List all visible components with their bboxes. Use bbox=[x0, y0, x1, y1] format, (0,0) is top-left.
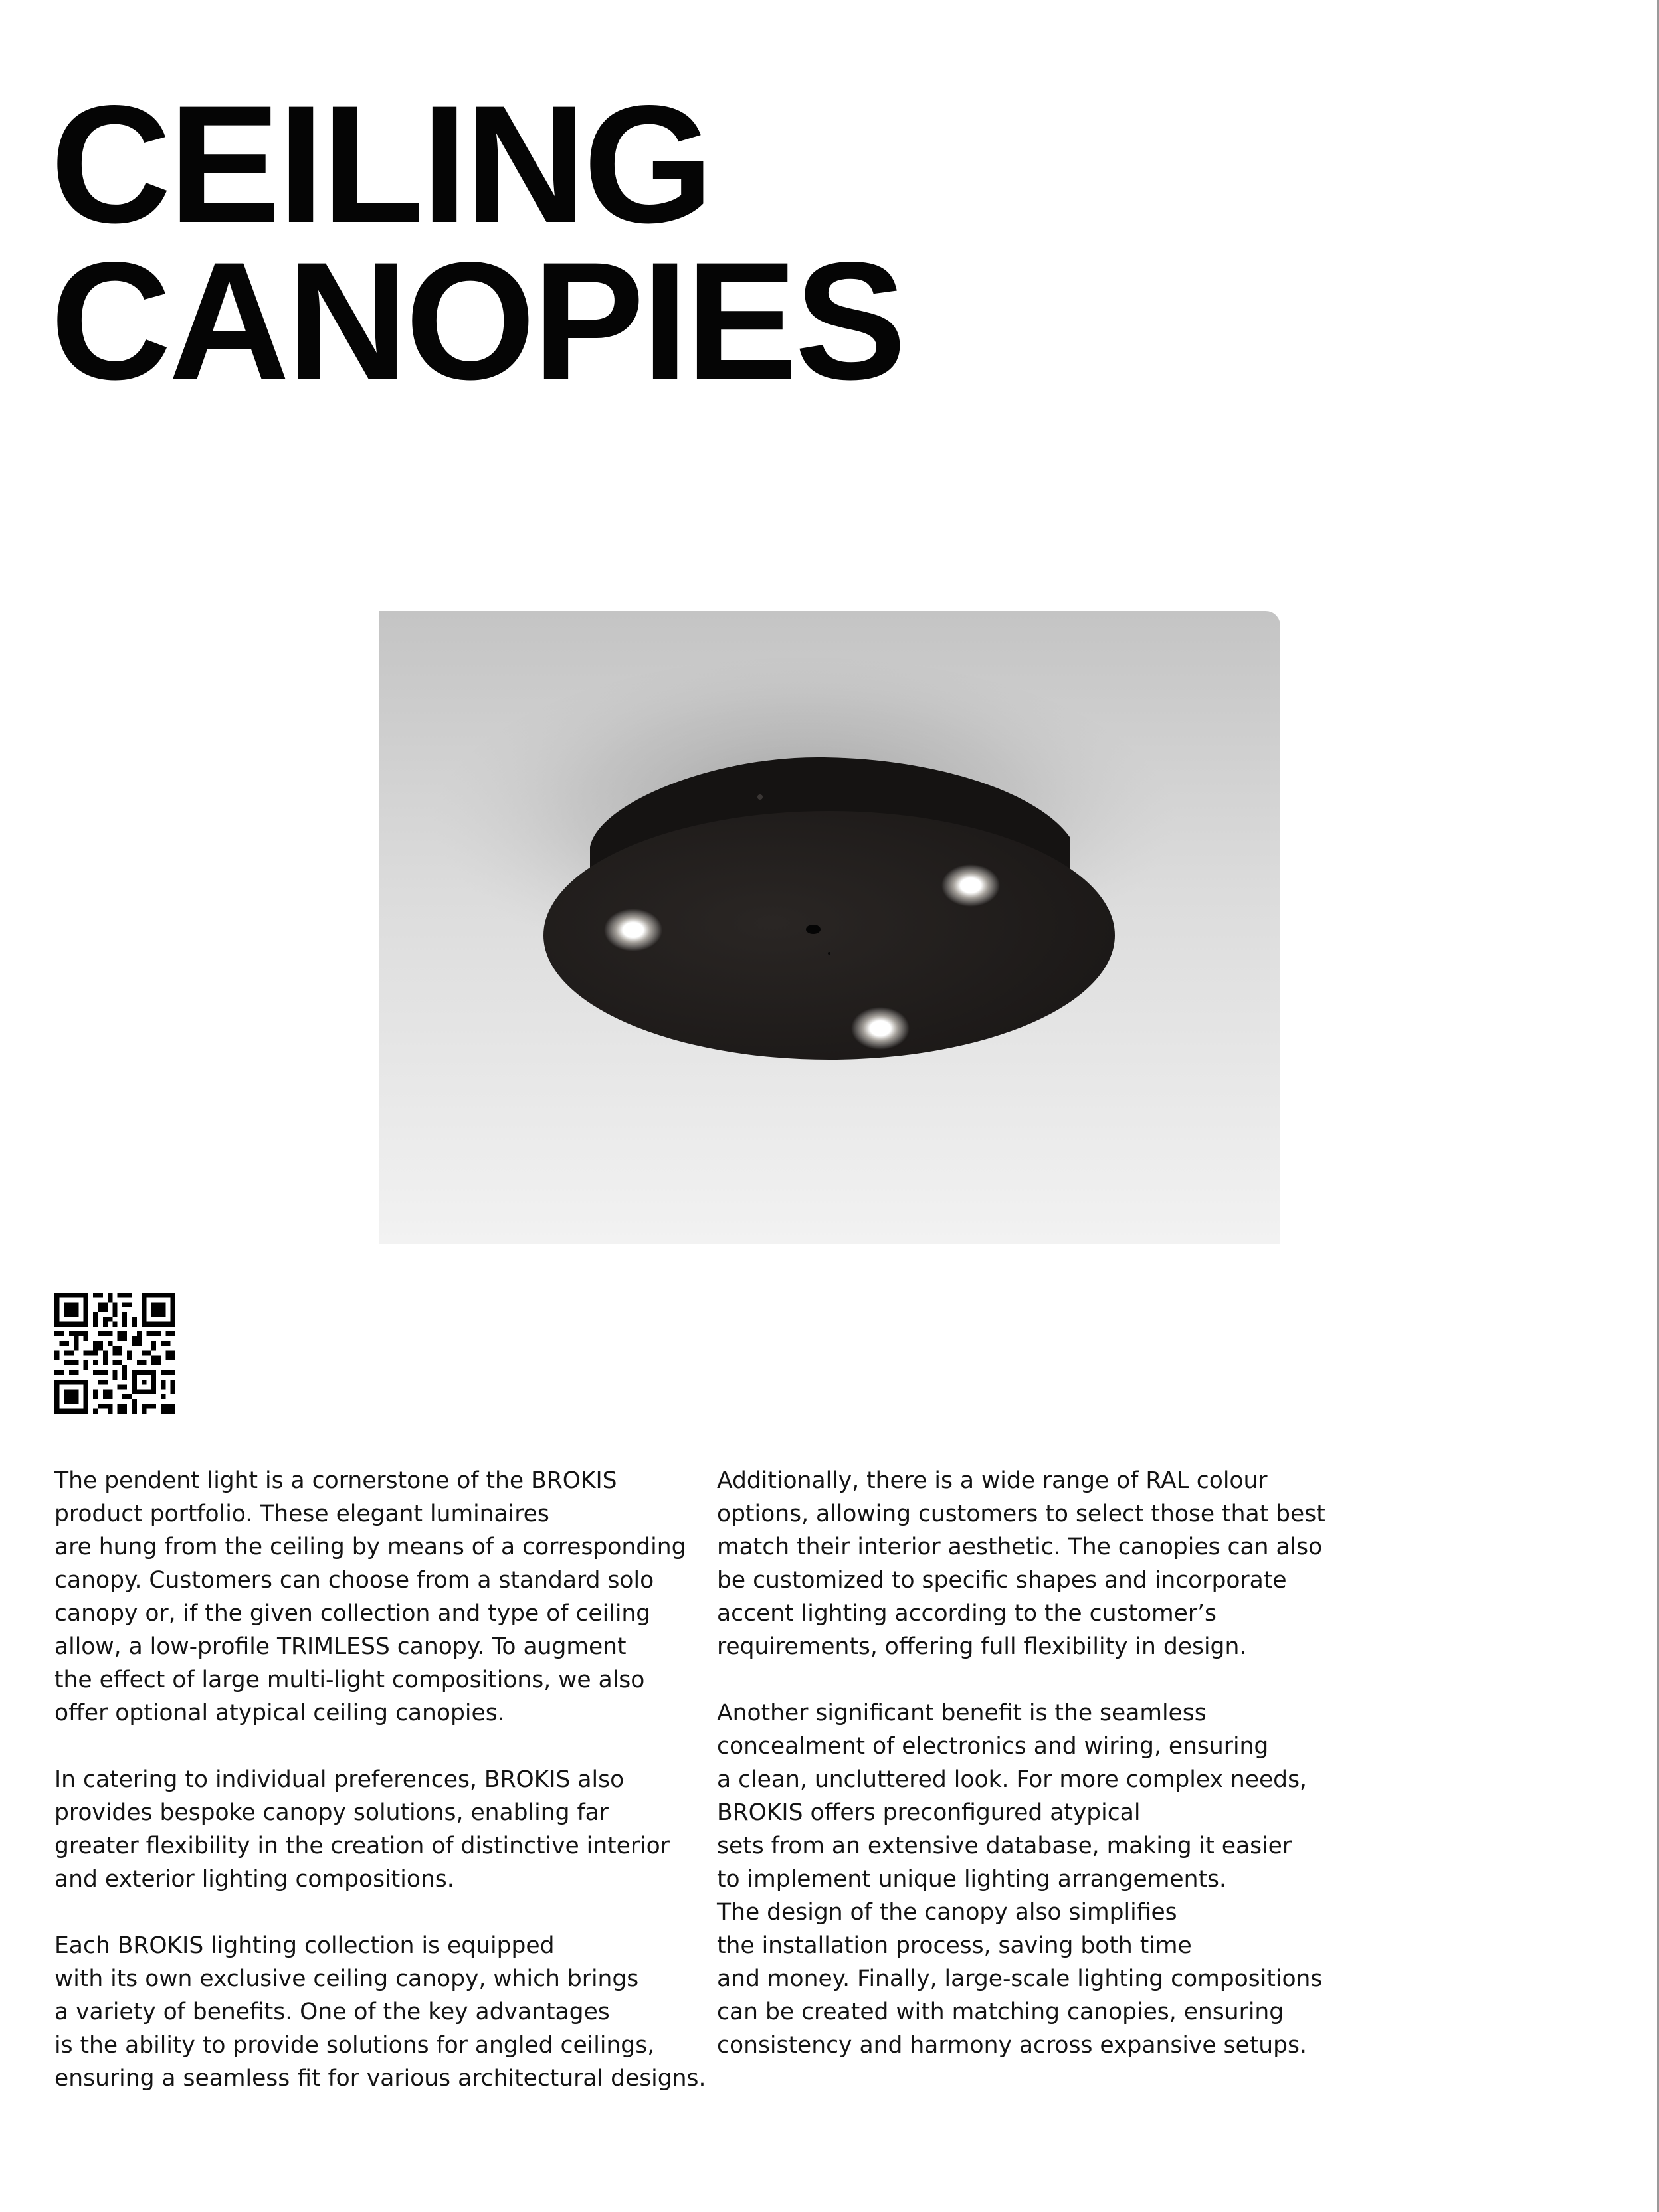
text-line: BROKIS offers preconfigured atypical bbox=[717, 1799, 1141, 1826]
text-line: concealment of electronics and wiring, ensuring bbox=[717, 1733, 1269, 1760]
text-line: product portfolio. These elegant luminaires bbox=[54, 1501, 549, 1527]
text-line: accent lighting according to the customer’s bbox=[717, 1600, 1217, 1627]
text-line: offer optional atypical ceiling canopies. bbox=[54, 1700, 505, 1726]
text-line: is the ability to provide solutions for angled ceilings, bbox=[54, 2032, 655, 2059]
text-line: ensuring a seamless fit for various architectural designs. bbox=[54, 2065, 706, 2092]
text-line: Each BROKIS lighting collection is equipped bbox=[54, 1932, 555, 1959]
text-line: sets from an extensive database, making it easier bbox=[717, 1833, 1292, 1859]
text-line: with its own exclusive ceiling canopy, which brings bbox=[54, 1966, 639, 1992]
text-line: In catering to individual preferences, BROKIS also bbox=[54, 1766, 625, 1793]
text-line: are hung from the ceiling by means of a corresponding bbox=[54, 1534, 686, 1560]
qr-code-icon[interactable] bbox=[54, 1293, 175, 1414]
text-line: The pendent light is a cornerstone of the BROKIS bbox=[54, 1467, 617, 1494]
text-line: greater flexibility in the creation of distinctive interior bbox=[54, 1833, 670, 1859]
text-line: requirements, offering full flexibility in design. bbox=[717, 1633, 1247, 1660]
body-paragraph bbox=[717, 1697, 1381, 2062]
body-paragraph bbox=[54, 1763, 719, 1896]
page-title-line-1: CEILING bbox=[50, 71, 712, 258]
text-line: a variety of benefits. One of the key advantages bbox=[54, 1999, 610, 2025]
body-paragraph bbox=[717, 1464, 1381, 1663]
page-title bbox=[50, 71, 904, 415]
text-line: Another significant benefit is the seamless bbox=[717, 1700, 1207, 1726]
text-line: The design of the canopy also simplifies bbox=[717, 1899, 1177, 1926]
text-line: be customized to specific shapes and incorporate bbox=[717, 1567, 1287, 1594]
text-line: to implement unique lighting arrangements. bbox=[717, 1866, 1226, 1892]
text-line: provides bespoke canopy solutions, enabling far bbox=[54, 1799, 609, 1826]
text-line: the installation process, saving both time bbox=[717, 1932, 1192, 1959]
text-line: Additionally, there is a wide range of RAL colour bbox=[717, 1467, 1268, 1494]
body-paragraph bbox=[54, 1464, 719, 1730]
page-title-line-2: CANOPIES bbox=[50, 228, 904, 415]
text-line: canopy. Customers can choose from a standard solo bbox=[54, 1567, 654, 1594]
text-line: and money. Finally, large-scale lighting compositions bbox=[717, 1966, 1323, 1992]
text-line: a clean, uncluttered look. For more complex needs, bbox=[717, 1766, 1308, 1793]
text-line: the effect of large multi-light compositions, we also bbox=[54, 1667, 645, 1693]
ceiling-canopy-photo bbox=[379, 611, 1280, 1244]
text-line: allow, a low-profile TRIMLESS canopy. To augment bbox=[54, 1633, 627, 1660]
text-line: options, allowing customers to select those that best bbox=[717, 1501, 1325, 1527]
text-line: canopy or, if the given collection and type of ceiling bbox=[54, 1600, 651, 1627]
body-column-right bbox=[717, 1464, 1381, 2062]
text-line: match their interior aesthetic. The canopies can also bbox=[717, 1534, 1323, 1560]
body-paragraph bbox=[54, 1929, 719, 2095]
text-line: can be created with matching canopies, ensuring bbox=[717, 1999, 1284, 2025]
text-line: and exterior lighting compositions. bbox=[54, 1866, 454, 1892]
text-line: consistency and harmony across expansive setups. bbox=[717, 2032, 1307, 2059]
body-column-left bbox=[54, 1464, 719, 2095]
